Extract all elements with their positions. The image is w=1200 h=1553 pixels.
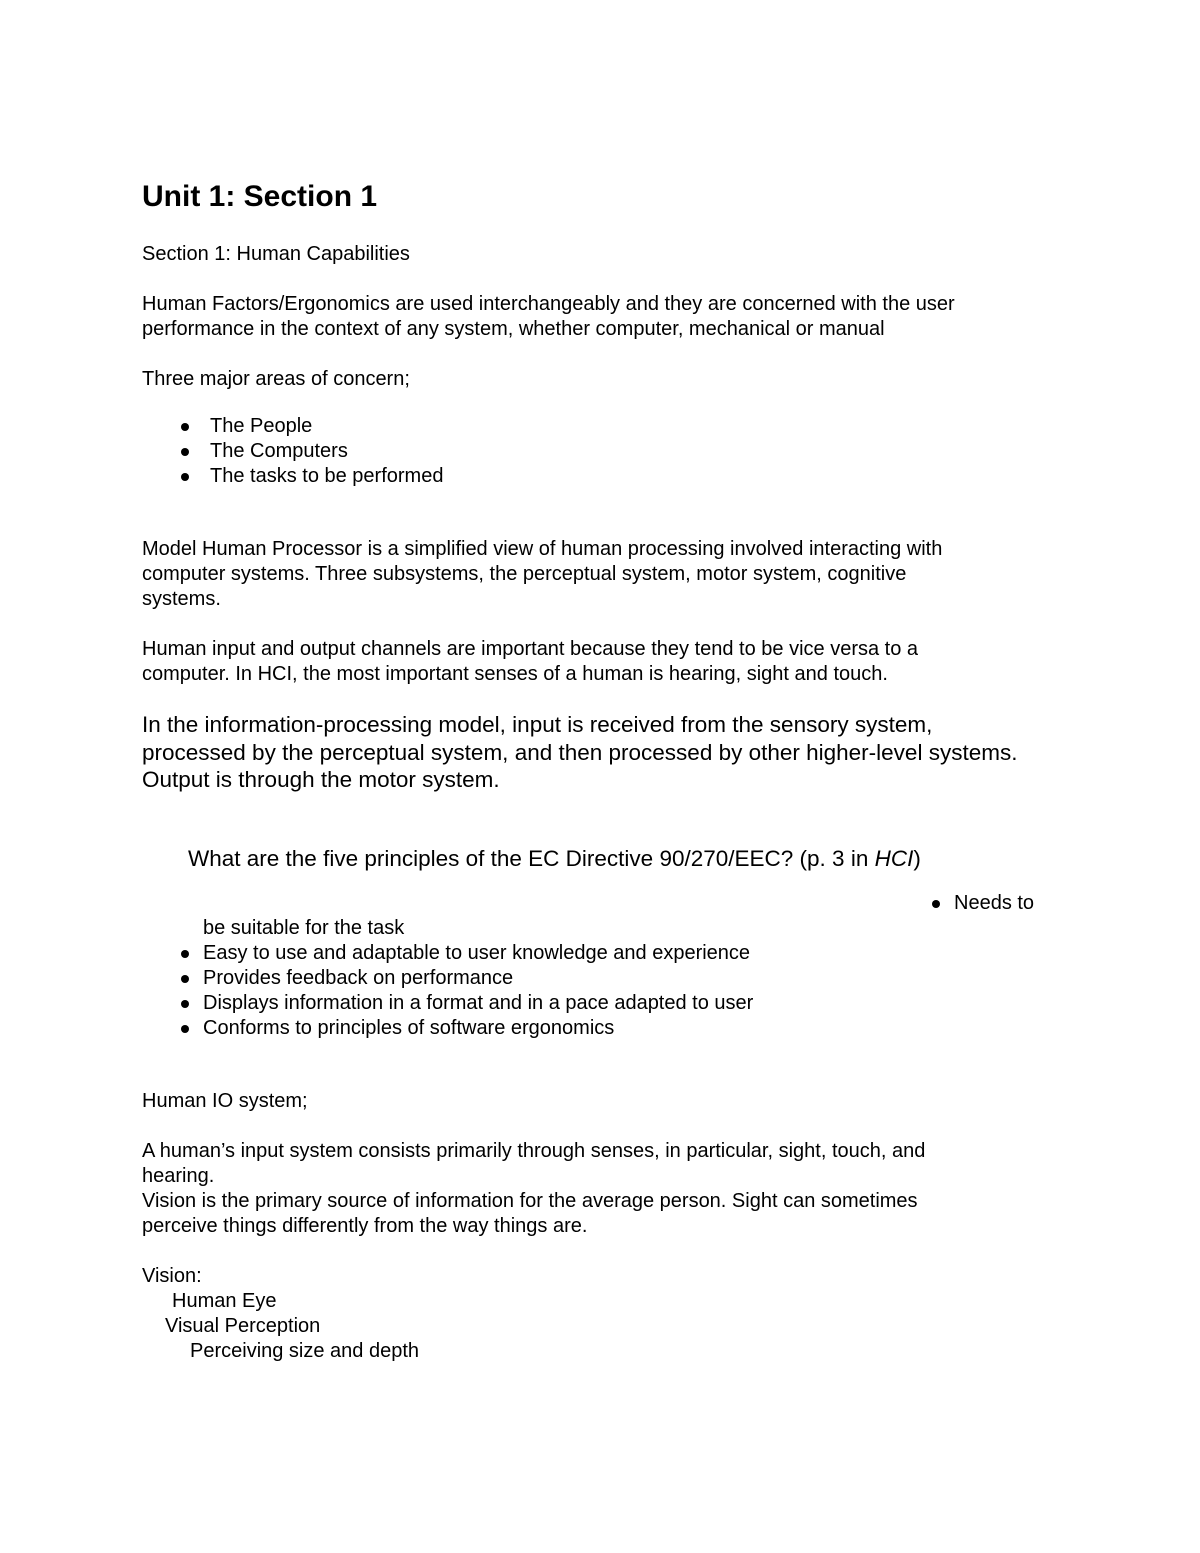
areas-list — [210, 414, 443, 489]
info-model-line: processed by the perceptual system, and then processed by other higher-level systems. — [142, 739, 1018, 765]
bullet-icon — [181, 975, 189, 983]
info-model-paragraph — [142, 711, 1072, 794]
io-line: Human input and output channels are important because they tend to be vice versa to a — [142, 638, 919, 660]
vision-item: Visual Perception — [165, 1315, 321, 1337]
bullet-icon — [181, 950, 189, 958]
list-item: Easy to use and adaptable to user knowledge and experience — [203, 941, 753, 966]
list-item: Displays information in a format and in a pace adapted to user — [203, 991, 753, 1016]
model-paragraph — [142, 537, 1072, 612]
principles-list — [203, 941, 753, 1041]
list-item: The Computers — [210, 439, 443, 464]
io-line: computer. In HCI, the most important senses of a human is hearing, sight and touch. — [142, 663, 888, 685]
intro-paragraph — [142, 292, 1072, 342]
bullet-icon — [932, 900, 940, 908]
model-line: computer systems. Three subsystems, the perceptual system, motor system, cognitive — [142, 563, 907, 585]
page-title: Unit 1: Section 1 — [142, 180, 378, 213]
list-item: Provides feedback on performance — [203, 966, 753, 991]
list-item: Conforms to principles of software ergonomics — [203, 1016, 753, 1041]
intro-line: Human Factors/Ergonomics are used interchangeably and they are concerned with the user — [142, 293, 955, 315]
directive-question: What are the five principles of the EC Directive 90/270/EEC? (p. 3 in HCI) — [188, 846, 921, 871]
section-heading: Section 1: Human Capabilities — [142, 243, 410, 265]
bullet-icon — [181, 423, 189, 431]
input-line: A human’s input system consists primarily through senses, in particular, sight, touch, and — [142, 1140, 926, 1162]
io-paragraph — [142, 637, 1072, 687]
model-line: systems. — [142, 588, 221, 610]
areas-label: Three major areas of concern; — [142, 368, 410, 390]
input-line: Vision is the primary source of information for the average person. Sight can sometimes — [142, 1190, 918, 1212]
hci-book-title: HCI — [874, 846, 914, 871]
principle-continuation: be suitable for the task — [203, 917, 405, 939]
vision-item: Human Eye — [172, 1290, 277, 1312]
bullet-icon — [181, 1025, 189, 1033]
vision-label: Vision: — [142, 1265, 202, 1287]
human-io-label: Human IO system; — [142, 1090, 308, 1112]
intro-line: performance in the context of any system, whether computer, mechanical or manual — [142, 318, 885, 340]
info-model-line: Output is through the motor system. — [142, 767, 500, 792]
list-item: The tasks to be performed — [210, 464, 443, 489]
input-line: hearing. — [142, 1165, 215, 1187]
input-line: perceive things differently from the way things are. — [142, 1215, 588, 1237]
list-item: The People — [210, 414, 443, 439]
principles-list-first — [954, 891, 1034, 916]
input-paragraph — [142, 1139, 1072, 1239]
list-item: Needs to — [954, 891, 1034, 916]
bullet-icon — [181, 1000, 189, 1008]
model-line: Model Human Processor is a simplified view of human processing involved interacting with — [142, 538, 943, 560]
info-model-line: In the information-processing model, input is received from the sensory system, — [142, 712, 933, 737]
vision-item: Perceiving size and depth — [190, 1340, 420, 1362]
bullet-icon — [181, 473, 189, 481]
bullet-icon — [181, 448, 189, 456]
